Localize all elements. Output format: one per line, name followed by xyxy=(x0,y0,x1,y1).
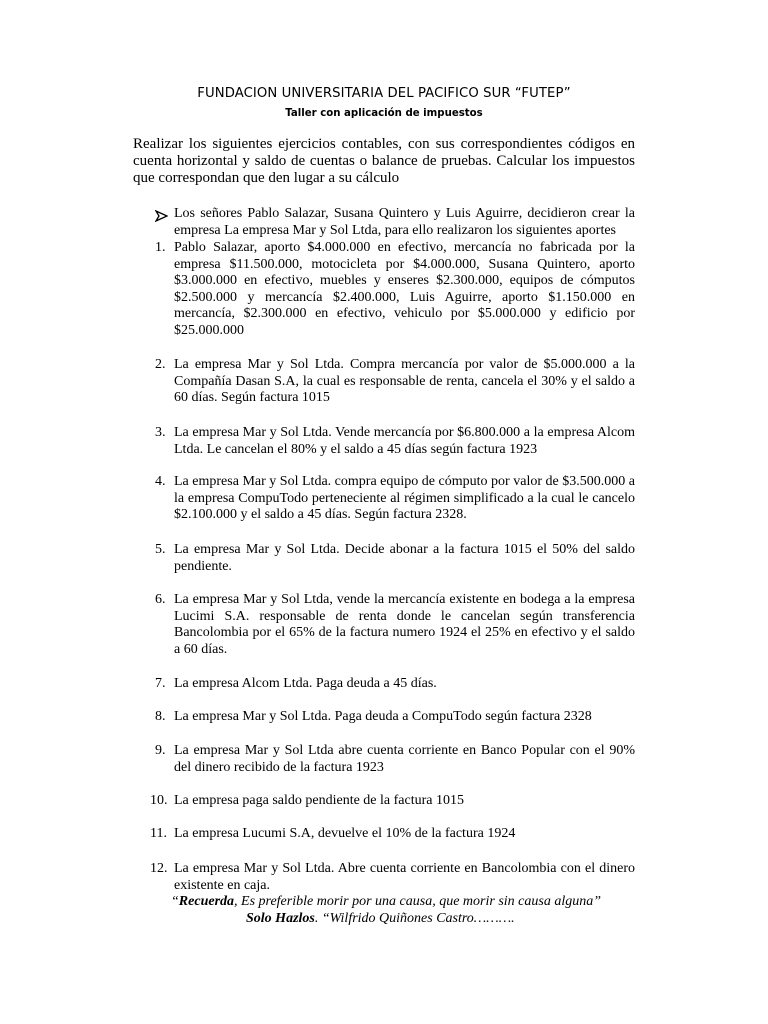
list-item-number: 5. xyxy=(155,542,166,557)
list-item-number: 9. xyxy=(155,743,166,758)
list-item-number: 11. xyxy=(150,826,167,841)
list-item xyxy=(155,542,635,575)
list-item-number: 6. xyxy=(155,592,166,607)
list-item-text: La empresa Mar y Sol Ltda. compra equipo de cómputo por valor de $3.500.000 a la empresa CompuTodo perteneciente al régimen simplificado a la cual le cancelo $2.100.000 y el saldo a 45 días. Según factura 2328. xyxy=(174,474,635,523)
bullet-item xyxy=(155,206,635,239)
closing-quote-line xyxy=(171,894,601,910)
list-item-text: La empresa Mar y Sol Ltda, vende la mercancía existente en bodega a la empresa Lucimi S.A. responsable de renta donde le cancelan según transferencia Bancolombia por el 65% de la factura numero 1924 el 25% en efectivo y el saldo a 60 días. xyxy=(174,592,635,657)
list-item-text: La empresa Mar y Sol Ltda. Compra mercancía por valor de $5.000.000 a la Compañía Dasan S.A, la cual es responsable de renta, cancela el 30% y el saldo a 60 días. Según factura 1015 xyxy=(174,357,635,406)
list-item-number: 7. xyxy=(155,676,166,691)
institution-title: FUNDACION UNIVERSITARIA DEL PACIFICO SUR “FUTEP” xyxy=(197,86,571,101)
intro-paragraph: Realizar los siguientes ejercicios contables, con sus correspondientes códigos en cuenta horizontal y saldo de cuentas o balance de pruebas. Calcular los impuestos que correspondan que den lugar a su cálculo xyxy=(133,136,635,186)
quote-open-mark: “ xyxy=(171,894,179,909)
signature-line xyxy=(246,911,515,927)
bullet-text: Los señores Pablo Salazar, Susana Quintero y Luis Aguirre, decidieron crear la empresa La empresa Mar y Sol Ltda, para ello realizaron los siguientes aportes xyxy=(174,206,635,238)
list-item xyxy=(155,676,635,693)
list-item xyxy=(155,474,635,524)
list-item-number: 10. xyxy=(150,793,168,808)
arrowhead-bullet-icon xyxy=(155,209,169,221)
quote-bold-word: Recuerda xyxy=(178,894,235,909)
list-item-text: La empresa Mar y Sol Ltda abre cuenta corriente en Banco Popular con el 90% del dinero recibido de la factura 1923 xyxy=(174,743,635,775)
quote-rest: , Es preferible morir por una causa, que morir sin causa alguna” xyxy=(234,894,601,909)
list-item-text: La empresa Alcom Ltda. Paga deuda a 45 días. xyxy=(174,676,437,691)
list-item-number: 3. xyxy=(155,425,166,440)
list-item xyxy=(155,743,635,776)
list-item-text: La empresa Mar y Sol Ltda. Abre cuenta corriente en Bancolombia con el dinero existente en caja. xyxy=(174,861,635,893)
signature-author: . “Wilfrido Quiñones Castro………. xyxy=(314,911,515,926)
list-item-text: La empresa Mar y Sol Ltda. Vende mercancía por $6.800.000 a la empresa Alcom Ltda. Le cancelan el 80% y el saldo a 45 días según factura 1923 xyxy=(174,425,635,457)
list-item xyxy=(155,592,635,658)
signature-bold-phrase: Solo Hazlos xyxy=(246,911,315,926)
list-item-text: La empresa paga saldo pendiente de la factura 1015 xyxy=(174,793,464,808)
list-item-number: 1. xyxy=(155,240,166,255)
list-item-text: La empresa Mar y Sol Ltda. Decide abonar a la factura 1015 el 50% del saldo pendiente. xyxy=(174,542,635,574)
workshop-subtitle: Taller con aplicación de impuestos xyxy=(285,108,483,119)
list-item-number: 4. xyxy=(155,474,166,489)
list-item xyxy=(155,709,635,726)
list-item-text: La empresa Lucumi S.A, devuelve el 10% de la factura 1924 xyxy=(174,826,516,841)
list-item xyxy=(155,240,635,340)
list-item xyxy=(150,793,635,810)
list-item-number: 2. xyxy=(155,357,166,372)
list-item xyxy=(150,826,635,843)
list-item-number: 8. xyxy=(155,709,166,724)
list-item-text: La empresa Mar y Sol Ltda. Paga deuda a CompuTodo según factura 2328 xyxy=(174,709,592,724)
list-item xyxy=(155,425,635,458)
list-item xyxy=(155,357,635,407)
list-item-text: Pablo Salazar, aporto $4.000.000 en efectivo, mercancía no fabricada por la empresa $11.500.000, motocicleta por $4.000.000, Susana Quintero, aporto $3.000.000 en efectivo, muebles y enseres $2.300.000, equipos de cómputos $2.500.000 y mercancía $2.400.000, Luis Aguirre, aporto $1.150.000 en mercancía, $2.300.000 en efectivo, vehiculo por $5.000.000 y edificio por $25.000.000 xyxy=(174,240,635,338)
list-item xyxy=(150,861,635,894)
list-item-number: 12. xyxy=(150,861,168,876)
